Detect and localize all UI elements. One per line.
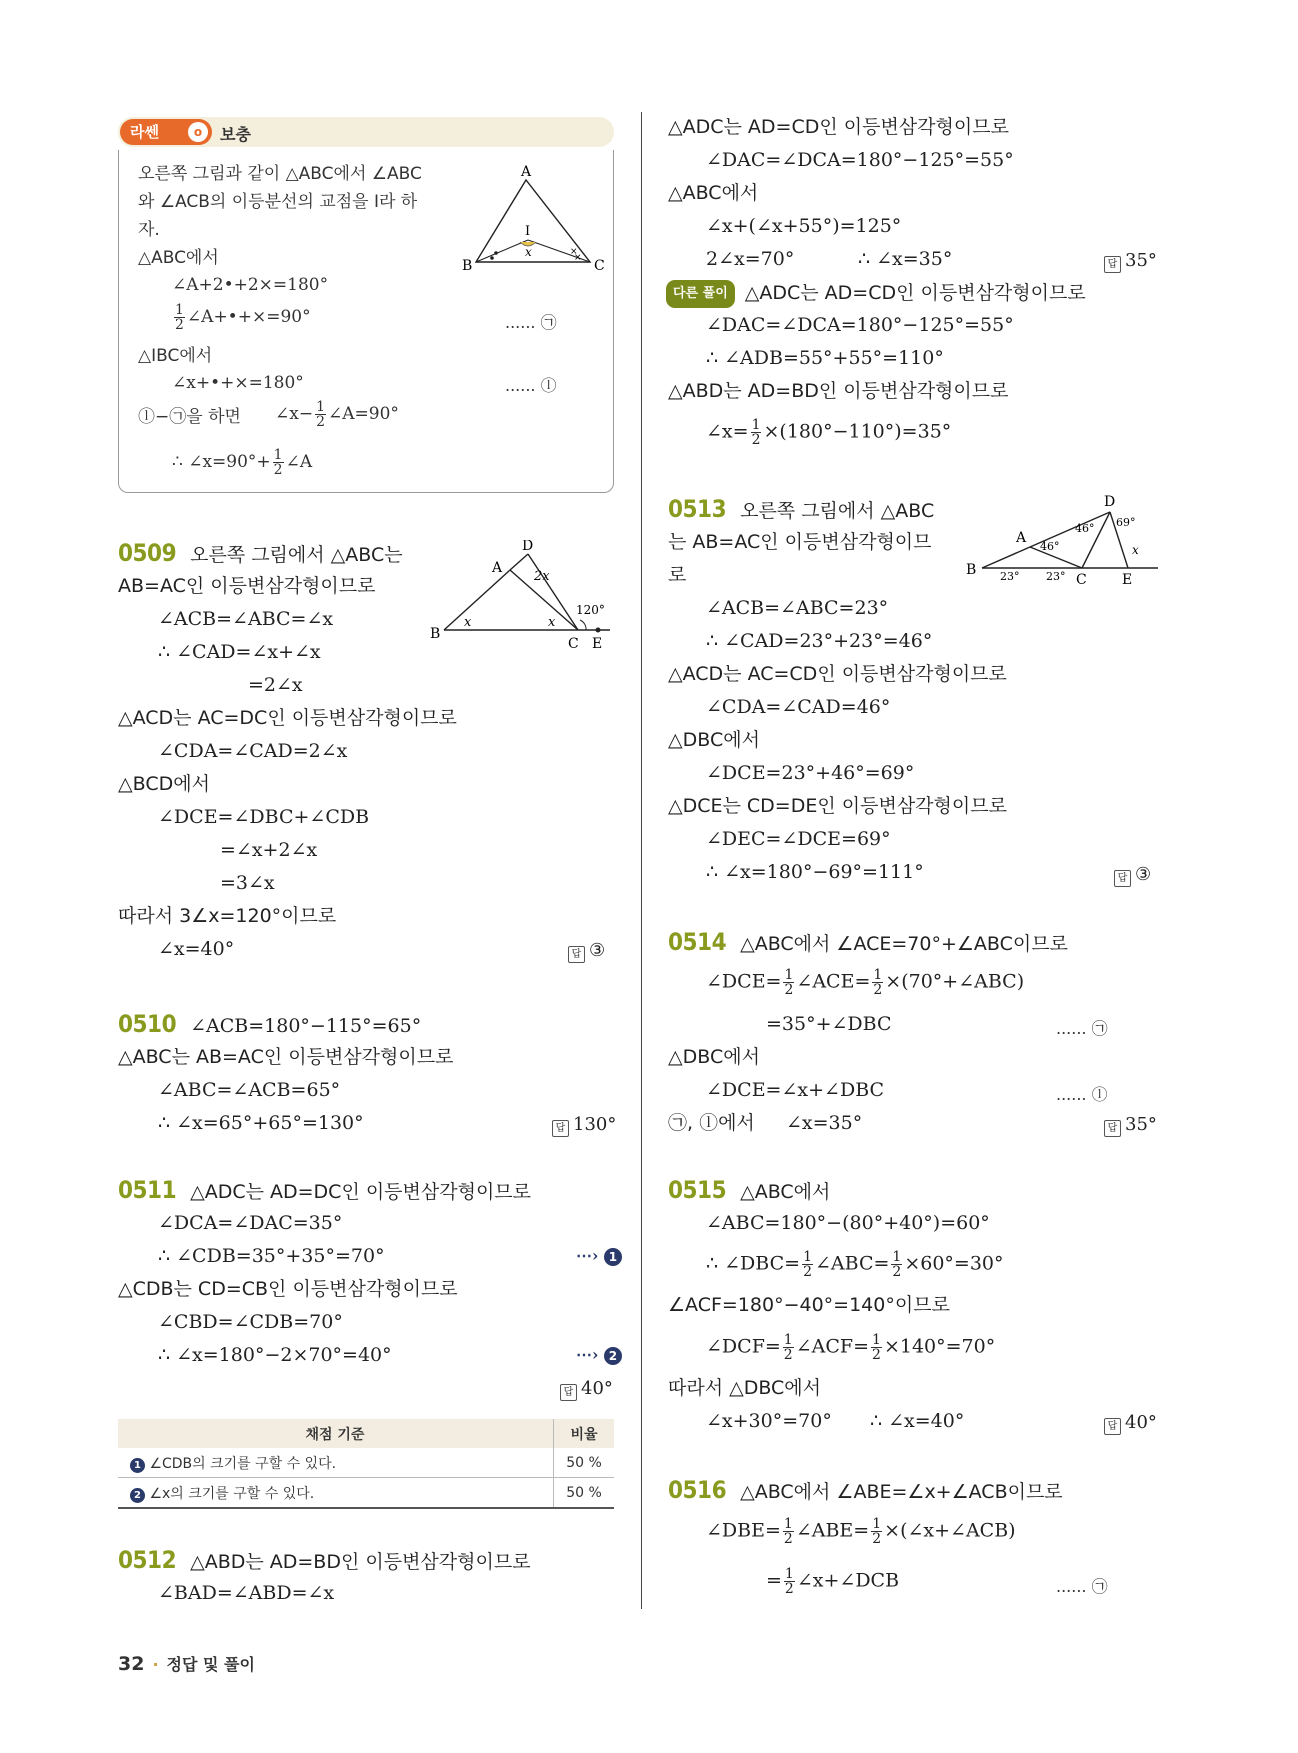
problem-line: ∠ACF=180°−40°=140°이므로 [668, 1294, 950, 1316]
problem-line: =2∠x [248, 674, 303, 696]
fraction: $\frac{1}{2}$ [873, 967, 883, 998]
problem-line: ∠DCE=23°+46°=69° [706, 762, 915, 784]
alt-solution-line: 다른 풀이 △ADC는 AD=CD인 이등변삼각형이므로 [666, 280, 1086, 308]
fig-label: D [1104, 494, 1116, 510]
table-row: 2 ∠x의 크기를 구할 수 있다. 50 % [118, 1478, 614, 1509]
answer-icon: 답 [568, 946, 585, 963]
equation-marker: ...... ⓛ [505, 376, 557, 395]
supp-line: ∠A+2•+2×=180° [172, 275, 329, 295]
problem-line: △ACD는 AC=DC인 이등변삼각형이므로 [118, 707, 457, 729]
problem-line: ∠ACB=∠ABC=23° [706, 597, 889, 619]
problem-line: △ABC는 AB=AC인 이등변삼각형이므로 [118, 1046, 454, 1068]
problem-line: 2∠x=70° [706, 248, 795, 270]
fig-label: D [522, 540, 534, 554]
problem-number: 0509 [118, 539, 177, 567]
fraction: $\frac{1}{2}$ [892, 1249, 902, 1280]
equation-marker: ...... ㉠ [1056, 1577, 1108, 1596]
problem-line: ∴ ∠x=180°−2×70°=40° [158, 1344, 392, 1366]
fraction: $\frac{1}{2}$ [751, 417, 761, 448]
answer: 답 130° [552, 1114, 616, 1137]
fig-label: 23° [1046, 570, 1066, 583]
scoring-table [118, 1419, 614, 1509]
problem-line: =∠x+2∠x [220, 839, 318, 861]
answer: 답 ③ [1114, 864, 1151, 887]
problem-line: △CDB는 CD=CB인 이등변삼각형이므로 [118, 1278, 458, 1300]
step-marker: ⋯› 1 [576, 1246, 622, 1266]
problem-line: 로 [668, 564, 687, 586]
problem-line: △DCE는 CD=DE인 이등변삼각형이므로 [668, 795, 1007, 817]
supp-line: ∠x− $\frac{1}{2}$ ∠A=90° [275, 399, 399, 430]
figure-0509 [430, 540, 616, 652]
problem-line: ∠ABC=∠ACB=65° [158, 1079, 341, 1101]
problem-0513-line: 0513 오른쪽 그림에서 △ABC [668, 495, 935, 523]
problem-line: △ABC에서 [668, 182, 759, 204]
problem-line: ∠DEC=∠DCE=69° [706, 828, 891, 850]
problem-line: △ADC는 AD=CD인 이등변삼각형이므로 [668, 116, 1009, 138]
problem-line: ∴ ∠CAD=23°+23°=46° [706, 630, 933, 652]
fig-label: E [592, 636, 603, 652]
supp-line: ∠x+•+×=180° [172, 373, 304, 393]
answer: 답 35° [1104, 250, 1157, 273]
supplement-triangle-figure [462, 162, 610, 274]
fig-label: 46° [1075, 522, 1095, 535]
problem-line: ∠DCE= $\frac{1}{2}$ ∠ACE= $\frac{1}{2}$ ×(70°+∠ABC) [706, 967, 1025, 998]
problem-0515-line: 0515 △ABC에서 [668, 1176, 831, 1204]
problem-line: ∠DCE=∠x+∠DBC [706, 1079, 885, 1101]
problem-number: 0512 [118, 1546, 177, 1574]
fig-label: 120° [576, 603, 605, 617]
problem-line: 는 AB=AC인 이등변삼각형이므 [668, 531, 932, 553]
problem-line: △BCD에서 [118, 773, 210, 795]
problem-line: △DBC에서 [668, 729, 760, 751]
problem-line: ∠DCF= $\frac{1}{2}$ ∠ACF= $\frac{1}{2}$ ×140°=70° [706, 1332, 996, 1363]
svg-text:×: × [574, 253, 582, 263]
badge-circle-icon: o [188, 122, 208, 142]
problem-line: =3∠x [220, 872, 275, 894]
problem-number: 0514 [668, 928, 727, 956]
fraction: $\frac{1}{2}$ [783, 1332, 793, 1363]
fraction: $\frac{1}{2}$ [872, 1332, 881, 1363]
problem-line: ∠x= $\frac{1}{2}$ ×(180°−110°)=35° [706, 417, 952, 448]
problem-0514-line: 0514 △ABC에서 ∠ACE=70°+∠ABC이므로 [668, 928, 1068, 956]
supp-line: △IBC에서 [138, 346, 213, 366]
problem-number: 0510 [118, 1010, 177, 1038]
problem-line: ∴ ∠x=65°+65°=130° [158, 1112, 364, 1134]
answer: 답 40° [560, 1378, 613, 1401]
problem-line: ∠ACB=∠ABC=∠x [158, 608, 334, 630]
problem-line: ∠DAC=∠DCA=180°−125°=55° [706, 149, 1014, 171]
column-divider [641, 112, 642, 1609]
fig-label: C [568, 636, 579, 652]
fraction: $\frac{1}{2}$ [783, 1516, 793, 1547]
fig-label: E [1122, 572, 1133, 584]
answer-icon: 답 [1114, 870, 1131, 887]
problem-line: ∠DCE=∠DBC+∠CDB [158, 806, 370, 828]
fraction: $\frac{1}{2}$ [872, 1516, 882, 1547]
fig-label: A [1016, 530, 1027, 546]
problem-line: ∠CBD=∠CDB=70° [158, 1311, 343, 1333]
supp-line: 자. [138, 220, 160, 240]
fig-label: 69° [1116, 516, 1136, 529]
problem-number: 0513 [668, 495, 727, 523]
problem-0511-line: 0511 △ADC는 AD=DC인 이등변삼각형이므로 [118, 1176, 532, 1204]
equation-marker: ...... ㉠ [505, 313, 557, 332]
fig-label: C [594, 258, 605, 274]
problem-line: ∠x+30°=70° [706, 1410, 832, 1432]
problem-line: = $\frac{1}{2}$ ∠x+∠DCB [766, 1566, 900, 1597]
equation-marker: ...... ㉠ [1056, 1019, 1108, 1038]
problem-line: △ACD는 AC=CD인 이등변삼각형이므로 [668, 663, 1007, 685]
alt-solution-badge: 다른 풀이 [666, 280, 735, 308]
fig-label: x [548, 615, 556, 630]
answer-icon: 답 [1104, 1120, 1121, 1137]
problem-0509-line: 0509 오른쪽 그림에서 △ABC는 [118, 539, 403, 567]
fig-label: A [492, 560, 503, 576]
supplement-title: 보충 [220, 125, 251, 144]
problem-number: 0516 [668, 1476, 727, 1504]
table-row: 1 ∠CDB의 크기를 구할 수 있다. 50 % [118, 1448, 614, 1478]
problem-line: ∴ ∠CDB=35°+35°=70° [158, 1245, 385, 1267]
fig-label: 2x [534, 569, 550, 584]
problem-0510-line: 0510 ∠ACB=180°−115°=65° [118, 1010, 422, 1038]
page-number: 32 [118, 1653, 145, 1675]
fig-label: 23° [1000, 570, 1020, 583]
supp-line: ⓛ−㉠을 하면 [138, 407, 241, 427]
problem-line: ∴ ∠x=180°−69°=111° [706, 861, 924, 883]
problem-line: ㉠, ⓛ에서 [668, 1112, 755, 1134]
problem-line: ∠BAD=∠ABD=∠x [158, 1582, 335, 1604]
problem-line: ∴ ∠x=40° [870, 1410, 965, 1432]
problem-number: 0515 [668, 1176, 727, 1204]
problem-line: ∠x=35° [786, 1112, 863, 1134]
equation-marker: ...... ⓛ [1056, 1085, 1108, 1104]
supp-line: $\frac{1}{2}$ ∠A+•+×=90° [175, 302, 311, 333]
fraction: $\frac{1}{2}$ [316, 399, 325, 430]
problem-line: ∠ABC=180°−(80°+40°)=60° [706, 1212, 990, 1234]
problem-0512-line: 0512 △ABD는 AD=BD인 이등변삼각형이므로 [118, 1546, 531, 1574]
fig-label: x [464, 615, 472, 630]
problem-line: 따라서 △DBC에서 [668, 1377, 822, 1399]
problem-line: ∠x+(∠x+55°)=125° [706, 215, 902, 237]
answer: 답 40° [1104, 1412, 1157, 1435]
fig-label: x [525, 245, 532, 259]
step-marker: ⋯› 2 [576, 1345, 622, 1365]
table-header: 채점 기준 [118, 1419, 554, 1448]
fig-label: A [521, 164, 532, 180]
fig-label: 46° [1040, 540, 1060, 553]
supplement-badge: 라쎈 o [120, 119, 212, 145]
svg-text:×: × [570, 247, 578, 257]
fraction: $\frac{1}{2}$ [273, 447, 283, 478]
answer: 답 ③ [568, 940, 605, 963]
fraction: $\frac{1}{2}$ [175, 302, 184, 333]
problem-line: 따라서 3∠x=120°이므로 [118, 905, 337, 927]
problem-0516-line: 0516 △ABC에서 ∠ABE=∠x+∠ACB이므로 [668, 1476, 1063, 1504]
problem-line: ∴ ∠CAD=∠x+∠x [158, 641, 321, 663]
problem-line: =35°+∠DBC [766, 1013, 892, 1035]
problem-line: ∠DCA=∠DAC=35° [158, 1212, 343, 1234]
problem-line: ∠x=40° [158, 938, 235, 960]
page-footer: 32 · 정답 및 풀이 [118, 1653, 255, 1675]
problem-line: ∴ ∠x=35° [858, 248, 953, 270]
footer-title: 정답 및 풀이 [166, 1655, 255, 1674]
figure-0513 [960, 494, 1160, 584]
fig-label: I [525, 224, 531, 239]
answer-icon: 답 [1104, 1418, 1121, 1435]
fig-label: x [1132, 543, 1139, 557]
problem-line: ∠CDA=∠CAD=2∠x [158, 740, 348, 762]
answer: 답 35° [1104, 1114, 1157, 1137]
fraction: $\frac{1}{2}$ [784, 967, 794, 998]
answer-icon: 답 [552, 1120, 569, 1137]
problem-line: ∴ ∠ADB=55°+55°=110° [706, 347, 944, 369]
problem-line: ∴ ∠DBC= $\frac{1}{2}$ ∠ABC= $\frac{1}{2}$ ×60°=30° [706, 1249, 1004, 1280]
supp-line: △ABC에서 [138, 248, 219, 268]
supp-line: ∴ ∠x=90°+ $\frac{1}{2}$ ∠A [172, 447, 313, 478]
table-header: 비율 [554, 1419, 615, 1448]
problem-line: △DBC에서 [668, 1046, 760, 1068]
fig-label: C [1076, 572, 1087, 584]
fraction: $\frac{1}{2}$ [784, 1566, 794, 1597]
answer-icon: 답 [1104, 256, 1121, 273]
fig-label: B [966, 562, 977, 578]
problem-line: ∠DAC=∠DCA=180°−125°=55° [706, 314, 1014, 336]
answer-icon: 답 [560, 1384, 577, 1401]
fig-label: B [430, 626, 441, 642]
problem-line: ∠CDA=∠CAD=46° [706, 696, 891, 718]
problem-line: ∠DBE= $\frac{1}{2}$ ∠ABE= $\frac{1}{2}$ ×(∠x+∠ACB) [706, 1516, 1016, 1547]
problem-line: AB=AC인 이등변삼각형이므로 [118, 575, 376, 597]
supp-line: 오른쪽 그림과 같이 △ABC에서 ∠ABC [138, 164, 422, 184]
supp-line: 와 ∠ACB의 이등분선의 교점을 I라 하 [138, 192, 418, 212]
problem-line: △ABD는 AD=BD인 이등변삼각형이므로 [668, 380, 1009, 402]
fraction: $\frac{1}{2}$ [803, 1249, 812, 1280]
fig-label: B [462, 258, 473, 274]
problem-number: 0511 [118, 1176, 177, 1204]
